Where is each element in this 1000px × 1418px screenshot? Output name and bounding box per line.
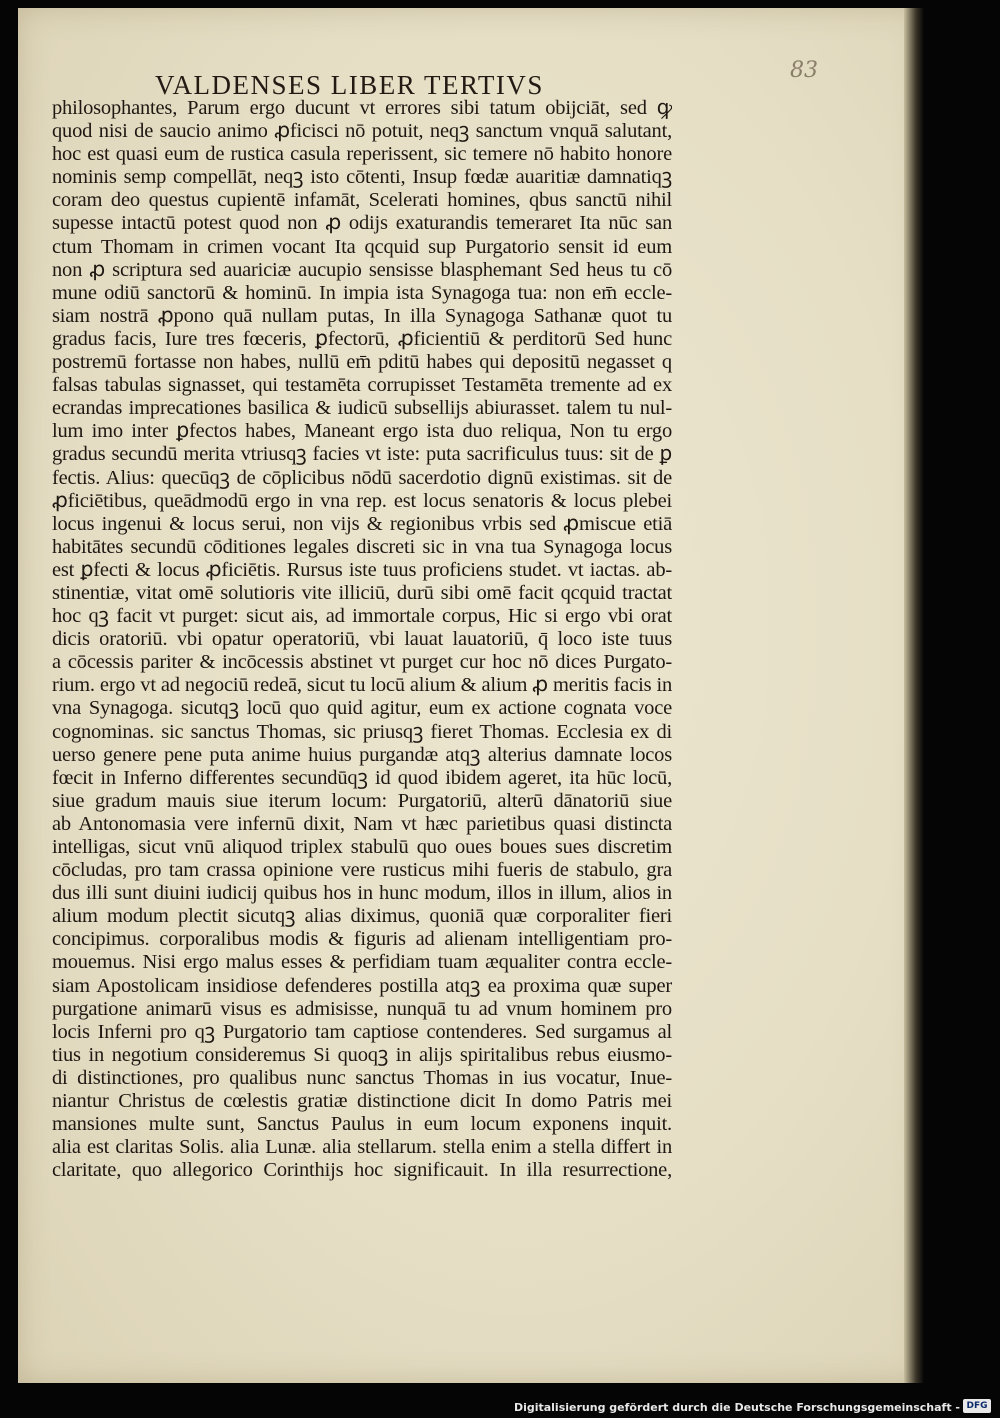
text-line: postremū fortasse non habes, nullū em̄ pditū habes qui depositū negasset q: [52, 351, 672, 374]
folio-number: 83: [790, 58, 818, 83]
text-line: cōcludas, pro tam crassa opinione vere rusticus mihi fueris de stabulo, gra: [52, 859, 672, 882]
text-line: mouemus. Nisi ergo malus esses & perfidiam tuam æqualiter contra eccle-: [52, 951, 672, 974]
text-line: dicis oratoriū. vbi opatur operatoriū, vbi lauat lauatoriū, q̄ loco iste tuus: [52, 628, 672, 651]
text-line: niantur Christus de cœlestis gratiæ distinctione dicit In domo Patris mei: [52, 1090, 672, 1113]
text-line: di distinctiones, pro qualibus nunc sanctus Thomas in ius vocatur, Inue-: [52, 1066, 672, 1089]
text-line: rium. ergo vt ad negociū redeā, sicut tu locū alium & alium ꝓ meritis facis in: [52, 674, 672, 697]
text-line: est ꝑfecti & locus ꝓficiētis. Rursus iste tuus proficiens studet. vt iactas. ab-: [52, 558, 672, 581]
text-line: vna Synagoga. sicutqꝫ locū quo quid agitur, eum ex actione cognata voce: [52, 697, 672, 720]
text-line: ꝓficiētibus, queādmodū ergo in vna rep. est locus senatoris & locus plebei: [52, 489, 672, 512]
text-line: fectis. Alius: quecūqꝫ de cōplicibus nōdū sacerdotio dignū existimas. sit de: [52, 466, 672, 489]
text-line: uerso genere pene puta anime huius purgandæ atqꝫ alterius damnate locos: [52, 743, 672, 766]
text-line: habitātes secundū cōditiones legales discreti sic in vna tua Synagoga locus: [52, 535, 672, 558]
text-line: gradus facis, Iure tres fœceris, ꝑfectorū, ꝓficientiū & perditorū Sed hunc: [52, 327, 672, 350]
text-line: hoc est quasi eum de rustica casula reperissent, sic temere nō habito honore: [52, 143, 672, 166]
text-line: philosophantes, Parum ergo ducunt vt errores sibi tatum obijciāt, sed ꝙ: [52, 97, 672, 119]
main-text-block: [52, 97, 672, 1182]
text-line: dus illi sunt diuini iudicij quibus hos in hunc modum, illos in illum, alios in: [52, 882, 672, 905]
text-line: alium modum plectit sicutqꝫ alias diximus, quoniā quæ corporaliter fieri: [52, 905, 672, 928]
text-line: lum imo inter ꝑfectos habes, Maneant ergo ista duo reliqua, Non tu ergo: [52, 420, 672, 443]
text-line: quod nisi de saucio animo ꝓficisci nō potuit, neqꝫ sanctum vnquā salutant,: [52, 120, 672, 143]
text-line: coram deo questus cupientē infamāt, Scelerati homines, qbus sanctū nihil: [52, 189, 672, 212]
text-line: locus ingenui & locus serui, non vijs & regionibus vrbis sed ꝓmiscue etiā: [52, 512, 672, 535]
text-line: ab Antonomasia vere infernū dixit, Nam vt hæc parietibus quasi distincta: [52, 812, 672, 835]
text-line: supesse intactū potest quod non ꝓ odijs exaturandis temeraret Ita nūc san: [52, 212, 672, 235]
text-line: ctum Thomam in crimen vocant Ita qcquid sup Purgatorio sensit id eum: [52, 235, 672, 258]
text-line: alia est claritas Solis. alia Lunæ. alia stellarum. stella enim a stella differt in: [52, 1136, 672, 1159]
running-head: VALDENSES LIBER TERTIVS: [155, 70, 544, 100]
text-line: locis Inferni pro qꝫ Purgatorio tam captiose contenderes. Sed surgamus al: [52, 1020, 672, 1043]
text-line: hoc qꝫ facit vt purget: sicut ais, ad immortale corpus, Hic si ergo vbi orat: [52, 605, 672, 628]
text-line: mune odiū sanctorū & hominū. In impia ista Synagoga tua: non em̄ eccle-: [52, 281, 672, 304]
dfg-logo-icon: DFG: [963, 1399, 991, 1413]
text-line: fœcit in Inferno differentes secundūqꝫ id quod ibidem ageret, ita hūc locū,: [52, 766, 672, 789]
text-line: falsas tabulas signasset, qui testamēta corrupisset Testamēta tremente ad ex: [52, 374, 672, 397]
text-line: ecrandas imprecationes basilica & iudicū subsellijs abiurasset. talem tu nul-: [52, 397, 672, 420]
text-line: non ꝓ scriptura sed auariciæ aucupio sensisse blasphemant Sed heus tu cō: [52, 258, 672, 281]
text-line: claritate, quo allegorico Corinthijs hoc significauit. In illa resurrectione,: [52, 1159, 672, 1182]
text-line: siam Apostolicam insidiose defenderes postilla atqꝫ ea proxima quæ super: [52, 974, 672, 997]
text-line: stinentiæ, vitat omē solutioris vite illiciū, durū sibi omē facit qcquid tractat: [52, 581, 672, 604]
funding-credit: Digitalisierung gefördert durch die Deutsche Forschungsgemeinschaft -: [513, 1401, 960, 1414]
page-edge-shadow: [904, 8, 924, 1383]
text-line: siam nostrā ꝓpono quā nullam putas, In illa Synagoga Sathanæ quot tu: [52, 304, 672, 327]
text-line: mansiones multe sunt, Sanctus Paulus in eum locum exponens inquit.: [52, 1113, 672, 1136]
text-line: nominis semp compellāt, neqꝫ isto cōtenti, Insup fœdæ auaritiæ damnatiqꝫ: [52, 166, 672, 189]
text-line: a cōcessis pariter & incōcessis abstinet vt purget cur hoc nō dices Purgato-: [52, 651, 672, 674]
text-line: intelligas, sicut vnū aliquod triplex stabulū quo oues boues sues discretim: [52, 836, 672, 858]
text-line: purgatione animarū visus es admisisse, nunquā tu ad vnum hominem pro: [52, 997, 672, 1020]
text-line: concipimus. corporalibus modis & figuris ad alienam intelligentiam pro-: [52, 928, 672, 951]
text-line: siue gradum mauis siue iterum locum: Purgatoriū, alterū dānatoriū siue: [52, 789, 672, 812]
text-line: cognominas. sic sanctus Thomas, sic priusqꝫ fieret Thomas. Ecclesia ex di: [52, 720, 672, 743]
text-line: gradus secundū merita vtriusqꝫ facies vt iste: puta sacrificulus tuus: sit de ꝑ: [52, 443, 672, 466]
text-line: tius in negotium consideremus Si quoqꝫ in alijs spiritalibus rebus eiusmo-: [52, 1043, 672, 1066]
